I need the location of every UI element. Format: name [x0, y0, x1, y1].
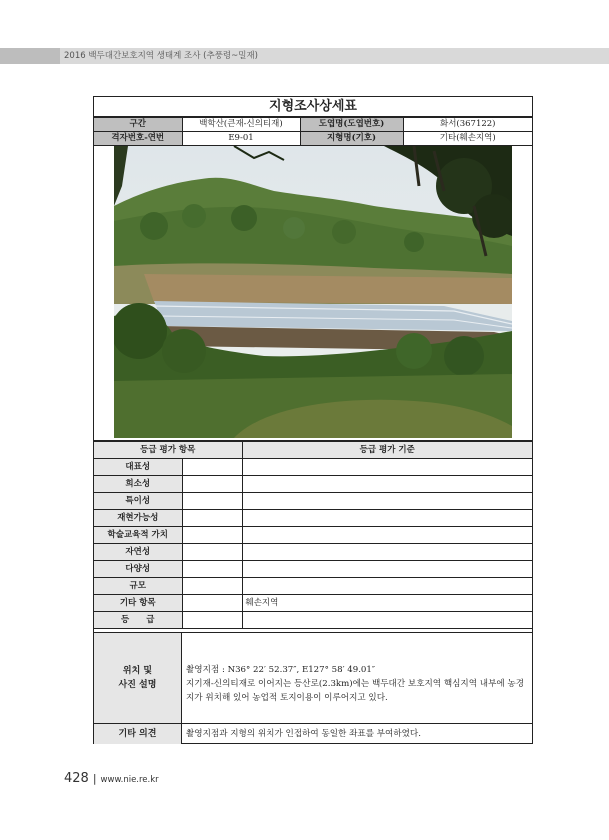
grade-score: [182, 527, 242, 544]
grade-score: [182, 578, 242, 595]
section-value: 백학산(큰재-신의티재): [182, 118, 300, 132]
grade-score: [182, 493, 242, 510]
location-description: 지기재-신의티재로 이어지는 등산로(2.3km)에는 백두대간 보호지역 핵심지역 내부에 농경지가 위치해 있어 농업적 토지이용이 이루어지고 있다.: [186, 679, 525, 703]
survey-sheet: [93, 96, 533, 744]
grade-item-label: 대표성: [94, 459, 182, 476]
grade-item-label: 특이성: [94, 493, 182, 510]
grade-header-row: [94, 442, 532, 459]
etc-section: [94, 723, 532, 744]
location-label-line1: 위치 및: [122, 666, 153, 676]
running-header-title: 2016 백두대간보호지역 생태계 조사 (추풍령~밀재): [64, 51, 258, 61]
grade-row: [94, 612, 532, 629]
sheet-title: 지형조사상세표: [94, 97, 532, 117]
grade-row: [94, 578, 532, 595]
grade-criteria: [242, 612, 532, 629]
landform-label: 지형명(기호): [300, 132, 403, 146]
meta-row: [94, 118, 532, 132]
grade-item-label: 기타 항목: [94, 595, 182, 612]
grade-criteria: [242, 561, 532, 578]
page-number: 428: [64, 771, 89, 786]
grade-row: [94, 459, 532, 476]
grade-criteria: [242, 493, 532, 510]
footer-url: www.nie.re.kr: [100, 775, 159, 785]
location-label: [94, 633, 182, 723]
grade-item-label: 규모: [94, 578, 182, 595]
grid-value: E9-01: [182, 132, 300, 146]
grade-row: [94, 476, 532, 493]
grade-item-label: 자연성: [94, 544, 182, 561]
grade-criteria: [242, 459, 532, 476]
grade-score: [182, 510, 242, 527]
grade-score: [182, 561, 242, 578]
grade-criteria-header: 등급 평가 기준: [242, 442, 532, 459]
photo-cell: [94, 146, 532, 441]
grade-row: [94, 510, 532, 527]
grade-row: [94, 595, 532, 612]
grade-row: [94, 527, 532, 544]
etc-label: 기타 의견: [94, 724, 182, 744]
map-label: 도엽명(도엽번호): [300, 118, 403, 132]
location-text: [186, 663, 526, 705]
grade-row: [94, 561, 532, 578]
section-label: 구간: [94, 118, 182, 132]
etc-text: 촬영지점과 지형의 위치가 인접하여 동일한 좌표를 부여하였다.: [186, 729, 421, 739]
landform-value: 기타(훼손지역): [403, 132, 532, 146]
location-label-line2: 사진 설명: [118, 680, 157, 690]
grade-items-header: 등급 평가 항목: [94, 442, 242, 459]
grade-score: [182, 476, 242, 493]
grade-criteria: [242, 544, 532, 561]
page-footer: [64, 771, 159, 786]
location-coords: 촬영지점 : N36° 22′ 52.37″, E127° 58′ 49.01″: [186, 665, 376, 675]
grade-criteria: [242, 527, 532, 544]
grade-criteria: [242, 476, 532, 493]
grade-score: [182, 595, 242, 612]
location-section: [94, 632, 532, 723]
grade-criteria: 훼손지역: [242, 595, 532, 612]
grade-criteria: [242, 578, 532, 595]
grade-item-label: 재현가능성: [94, 510, 182, 527]
running-header-tab: [0, 48, 60, 64]
meta-table: [94, 117, 532, 146]
map-value: 화서(367122): [403, 118, 532, 132]
grade-score: [182, 544, 242, 561]
grade-row: [94, 493, 532, 510]
grid-label: 격자번호-연번: [94, 132, 182, 146]
footer-separator: |: [92, 772, 97, 785]
grade-row: [94, 544, 532, 561]
grade-item-label: 등 급: [94, 612, 182, 629]
grade-criteria: [242, 510, 532, 527]
grade-item-label: 희소성: [94, 476, 182, 493]
landscape-photo: [114, 146, 512, 438]
grade-score: [182, 459, 242, 476]
grade-item-label: 다양성: [94, 561, 182, 578]
grade-item-label: 학술교육적 가치: [94, 527, 182, 544]
grade-table: [94, 441, 532, 629]
grade-score: [182, 612, 242, 629]
meta-row: [94, 132, 532, 146]
